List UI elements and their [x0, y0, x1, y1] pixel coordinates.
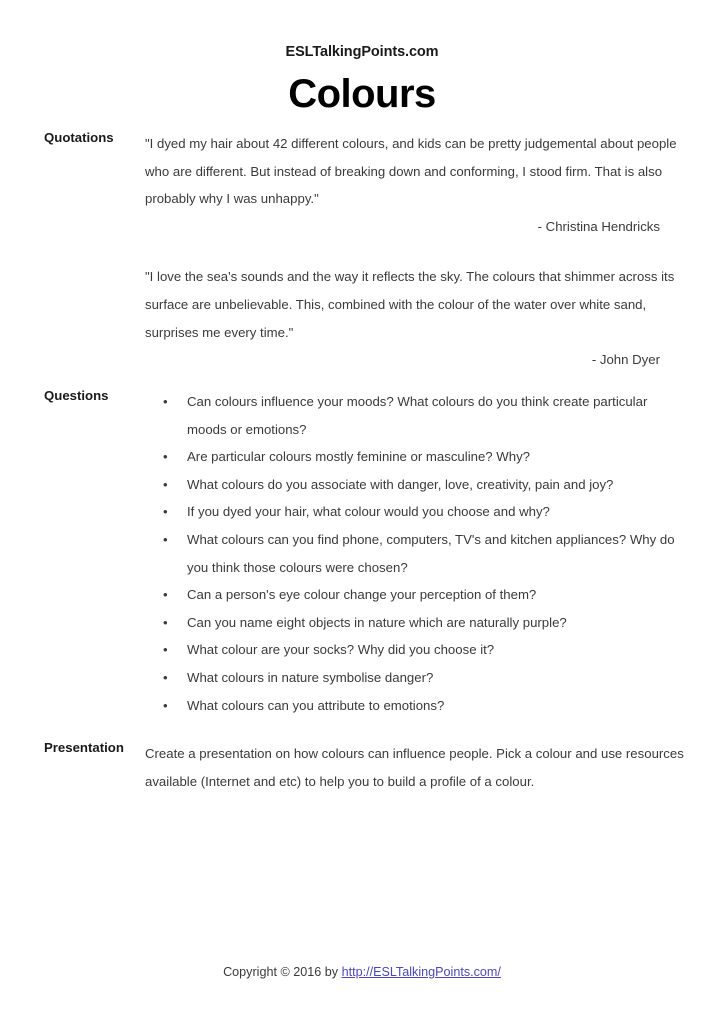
- website-link[interactable]: http://ESLTalkingPoints.com/: [341, 965, 501, 979]
- question-text: If you dyed your hair, what colour would you choose and why?: [187, 504, 550, 520]
- bullet-icon: •: [163, 642, 168, 658]
- quotation-attribution: - Christina Hendricks: [537, 218, 660, 234]
- quotation-text: "I dyed my hair about 42 different colours, and kids can be pretty judgemental about people who are different. But instead of breaking down and conforming, I stood firm. That is also probably why I was unhappy.": [145, 136, 677, 207]
- list-item: [145, 498, 680, 526]
- bullet-icon: •: [163, 504, 168, 520]
- quotations-section: [44, 130, 680, 397]
- question-text: What colours can you find phone, computers, TV's and kitchen appliances? Why do you think those colours were chosen?: [187, 531, 675, 575]
- bullet-icon: •: [163, 669, 168, 685]
- quotation-attribution: - John Dyer: [591, 352, 660, 368]
- quotation-text: "I love the sea's sounds and the way it reflects the sky. The colours that shimmer across its surface are unbelievable. This, combined with the colour of the water over white sand, surprises me every time.": [145, 269, 675, 340]
- list-item: [145, 388, 680, 443]
- list-item: [145, 636, 680, 664]
- bullet-icon: •: [163, 614, 168, 630]
- site-name: ESLTalkingPoints.com: [285, 44, 439, 60]
- question-text: What colours do you associate with danger, love, creativity, pain and joy?: [187, 476, 614, 492]
- questions-list: [145, 388, 680, 719]
- presentation-text: Create a presentation on how colours can influence people. Pick a colour and use resources available (Internet and etc) to help you to build a profile of a colour.: [145, 746, 684, 789]
- question-text: What colour are your socks? Why did you choose it?: [187, 642, 495, 658]
- question-text: What colours in nature symbolise danger?: [187, 669, 434, 685]
- list-item: [145, 471, 680, 499]
- bullet-icon: •: [163, 531, 168, 547]
- bullet-icon: •: [163, 394, 168, 409]
- bullet-icon: •: [163, 697, 168, 713]
- questions-section: [44, 388, 680, 719]
- presentation-section: [44, 740, 684, 795]
- question-text: Can a person's eye colour change your perception of them?: [187, 587, 537, 603]
- copyright-text: Copyright © 2016 by: [223, 965, 342, 979]
- page-title: Colours: [288, 72, 436, 116]
- bullet-icon: •: [163, 476, 168, 492]
- questions-label: Questions: [44, 388, 109, 403]
- question-text: What colours can you attribute to emotions?: [187, 697, 445, 713]
- quotation-block: [145, 263, 680, 373]
- question-text: Can colours influence your moods? What colours do you think create particular moods or emotions?: [187, 394, 648, 437]
- bullet-icon: •: [163, 587, 168, 603]
- question-text: Can you name eight objects in nature which are naturally purple?: [187, 614, 567, 630]
- list-item: [145, 609, 680, 637]
- list-item: [145, 581, 680, 609]
- presentation-body: [145, 740, 693, 795]
- list-item: [145, 443, 680, 471]
- question-text: Are particular colours mostly feminine or masculine? Why?: [187, 449, 531, 465]
- list-item: [145, 526, 680, 581]
- questions-body: [145, 388, 680, 719]
- quotation-block: [145, 130, 680, 240]
- footer: [0, 965, 724, 979]
- quotations-body: [145, 130, 680, 374]
- list-item: [145, 664, 680, 692]
- list-item: [145, 692, 680, 720]
- bullet-icon: •: [163, 449, 168, 465]
- quotations-label: Quotations: [44, 130, 114, 145]
- presentation-label: Presentation: [44, 740, 124, 755]
